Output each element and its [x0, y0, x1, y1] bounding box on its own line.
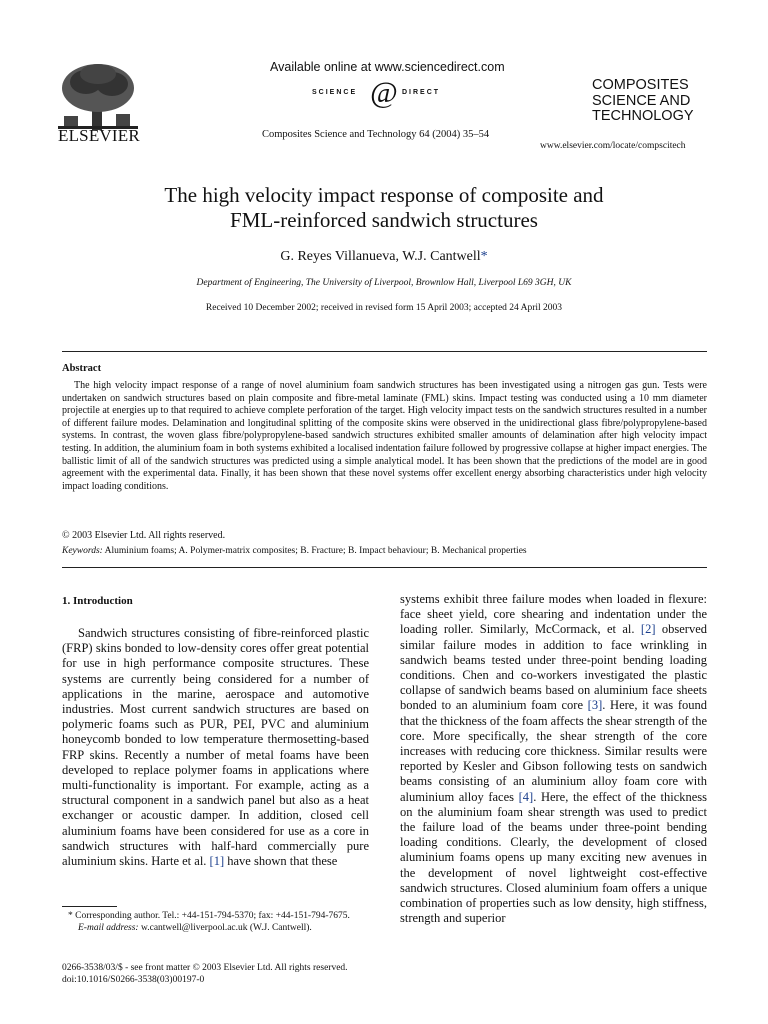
intro-text-2c: . Here, it was found that the thickness of the foam affects the shear strength of the core. More specifically, the shear strength of the core increases with reducing core thickness. Similar results were reported by Kesler and Gibson following tests on sandwich beams consisting of an aluminium alloy foam core with aluminium alloy faces: [400, 698, 707, 804]
article-title: [0, 183, 768, 233]
intro-text-2d: . Here, the effect of the thickness on the aluminium foam shear strength was used to predict the failure load of the beams under three-point bending loading conditions. Clearly, the development of closed aluminium foams opens up many exciting new avenues in the development of novel lightweight cost-effective sandwich structures. Closed aluminium foam offers a unique combination of properties such as low density, high stiffness, strength and superior: [400, 789, 708, 926]
title-line-1: The high velocity impact response of composite and: [164, 183, 604, 207]
email-address[interactable]: w.cantwell@liverpool.ac.uk (W.J. Cantwell).: [140, 923, 312, 933]
abstract-top-rule: [62, 351, 707, 352]
reference-link-3[interactable]: [3]: [587, 698, 603, 713]
abstract-body: [62, 380, 707, 493]
section-heading: 1. Introduction: [62, 595, 133, 607]
available-online-text: Available online at www.sciencedirect.com: [270, 60, 505, 74]
sciencedirect-logo-left: SCIENCE: [312, 89, 358, 96]
footnote: [62, 910, 367, 934]
journal-reference: Composites Science and Technology 64 (2004) 35–54: [262, 129, 490, 140]
authors: [0, 249, 768, 265]
publisher-name: ELSEVIER: [58, 126, 140, 145]
corresponding-author-mark[interactable]: *: [480, 249, 488, 264]
author-names: G. Reyes Villanueva, W.J. Cantwell: [280, 249, 481, 264]
reference-link-1[interactable]: [1]: [209, 854, 225, 869]
affiliation: Department of Engineering, The University of Liverpool, Brownlow Hall, Liverpool L69 3GH, UK: [196, 278, 572, 288]
keywords-label: Keywords:: [62, 546, 103, 556]
intro-text-1a: Sandwich structures consisting of fibre-reinforced plastic (FRP) skins bonded to low-density cores offer great potential for use in high performance composite structures. These systems are currently being considered for a number of applications in the marine, aerospace and automotive industries. Most current sandwich structures are based on polymeric foams such as PUR, PEI, PVC and aluminium honeycomb bonded to low temperature thermosetting-based FRP skins. Recently a number of metal foams have been developed to replace polymer foams in applications where multi-functionality is important. For example, acting as a structural component in a sandwich panel but also as a heat exchanger or acoustic damper. In addition, closed cell aluminium foams have been considered for use as a core in sandwich structures with half-hard commercially pure aluminium skins. Harte et al.: [62, 626, 369, 869]
received-dates: Received 10 December 2002; received in revised form 15 April 2003; accepted 24 April 2003: [205, 303, 563, 313]
abstract-bottom-rule: [62, 567, 707, 568]
reference-link-2[interactable]: [2]: [640, 622, 656, 637]
journal-name: COMPOSITES SCIENCE AND TECHNOLOGY: [592, 77, 694, 124]
corresponding-author-note: * Corresponding author. Tel.: +44-151-794-5370; fax: +44-151-794-7675.: [68, 911, 350, 921]
sciencedirect-logo-at: @: [370, 76, 398, 109]
abstract-text: The high velocity impact response of a range of novel aluminium foam sandwich structures has been investigated using a nitrogen gas gun. Tests were undertaken on sandwich structures based on plain composite and fibre-metal laminate (FML) skins. Impact testing was conducted using a 10 mm diameter projectile at energies up to that required to achieve complete perforation of the target. High velocity impact tests on the sandwich structures resulted in a number of different failure modes. Delamination and longitudinal splitting of the composite skins were observed in the unidirectional glass fibre/polypropylene-based systems. In contrast, the woven glass fibre/polypropylene-based sandwich structures exhibited smaller amounts of delamination after high velocity impact testing. In addition, the aluminium foam in both systems exhibited a localised indentation failure followed by progressive collapse at higher impact energies. The ballistic limit of all of the sandwich structures was predicted using a simple analytical model. It has been shown that the predictions of the model are in good agreement with the experimental data. Finally, it has been shown that these novel systems offer excellent energy absorbing characteristics under high velocity impact loading conditions.: [62, 380, 707, 492]
front-matter: [62, 962, 348, 986]
email-label: E-mail address:: [78, 923, 139, 933]
title-line-2: FML-reinforced sandwich structures: [230, 208, 538, 232]
journal-url[interactable]: www.elsevier.com/locate/compscitech: [540, 141, 686, 151]
left-column: [62, 626, 369, 869]
doi[interactable]: doi:10.1016/S0266-3538(03)00197-0: [62, 975, 205, 985]
abstract-heading: Abstract: [62, 363, 102, 374]
sciencedirect-logo-right: DIRECT: [402, 89, 441, 96]
abstract-copyright: © 2003 Elsevier Ltd. All rights reserved.: [62, 530, 226, 541]
keywords: [62, 546, 707, 556]
front-matter-line-1: 0266-3538/03/$ - see front matter © 2003 Elsevier Ltd. All rights reserved.: [62, 963, 348, 973]
keywords-list: Aluminium foams; A. Polymer-matrix composites; B. Fracture; B. Impact behaviour; B. Mechanical properties: [104, 546, 527, 556]
intro-text-2b: observed similar failure modes in addition to face wrinkling in sandwich beams tested under three-point bending loading conditions. Chen and co-workers investigated the plastic collapse of sandwich beams based on aluminium face sheets bonded to an aluminium foam core: [400, 622, 708, 713]
intro-text-2a: systems exhibit three failure modes when loaded in flexure: face sheet yield, core shearing and indentation under the loading roller. Similarly, McCormack, et al.: [400, 592, 707, 637]
reference-link-4[interactable]: [4]: [518, 789, 534, 804]
footnote-rule: [62, 906, 117, 907]
right-column: [400, 592, 707, 926]
intro-text-1b: have shown that these: [227, 854, 338, 869]
email-line: [62, 922, 367, 934]
